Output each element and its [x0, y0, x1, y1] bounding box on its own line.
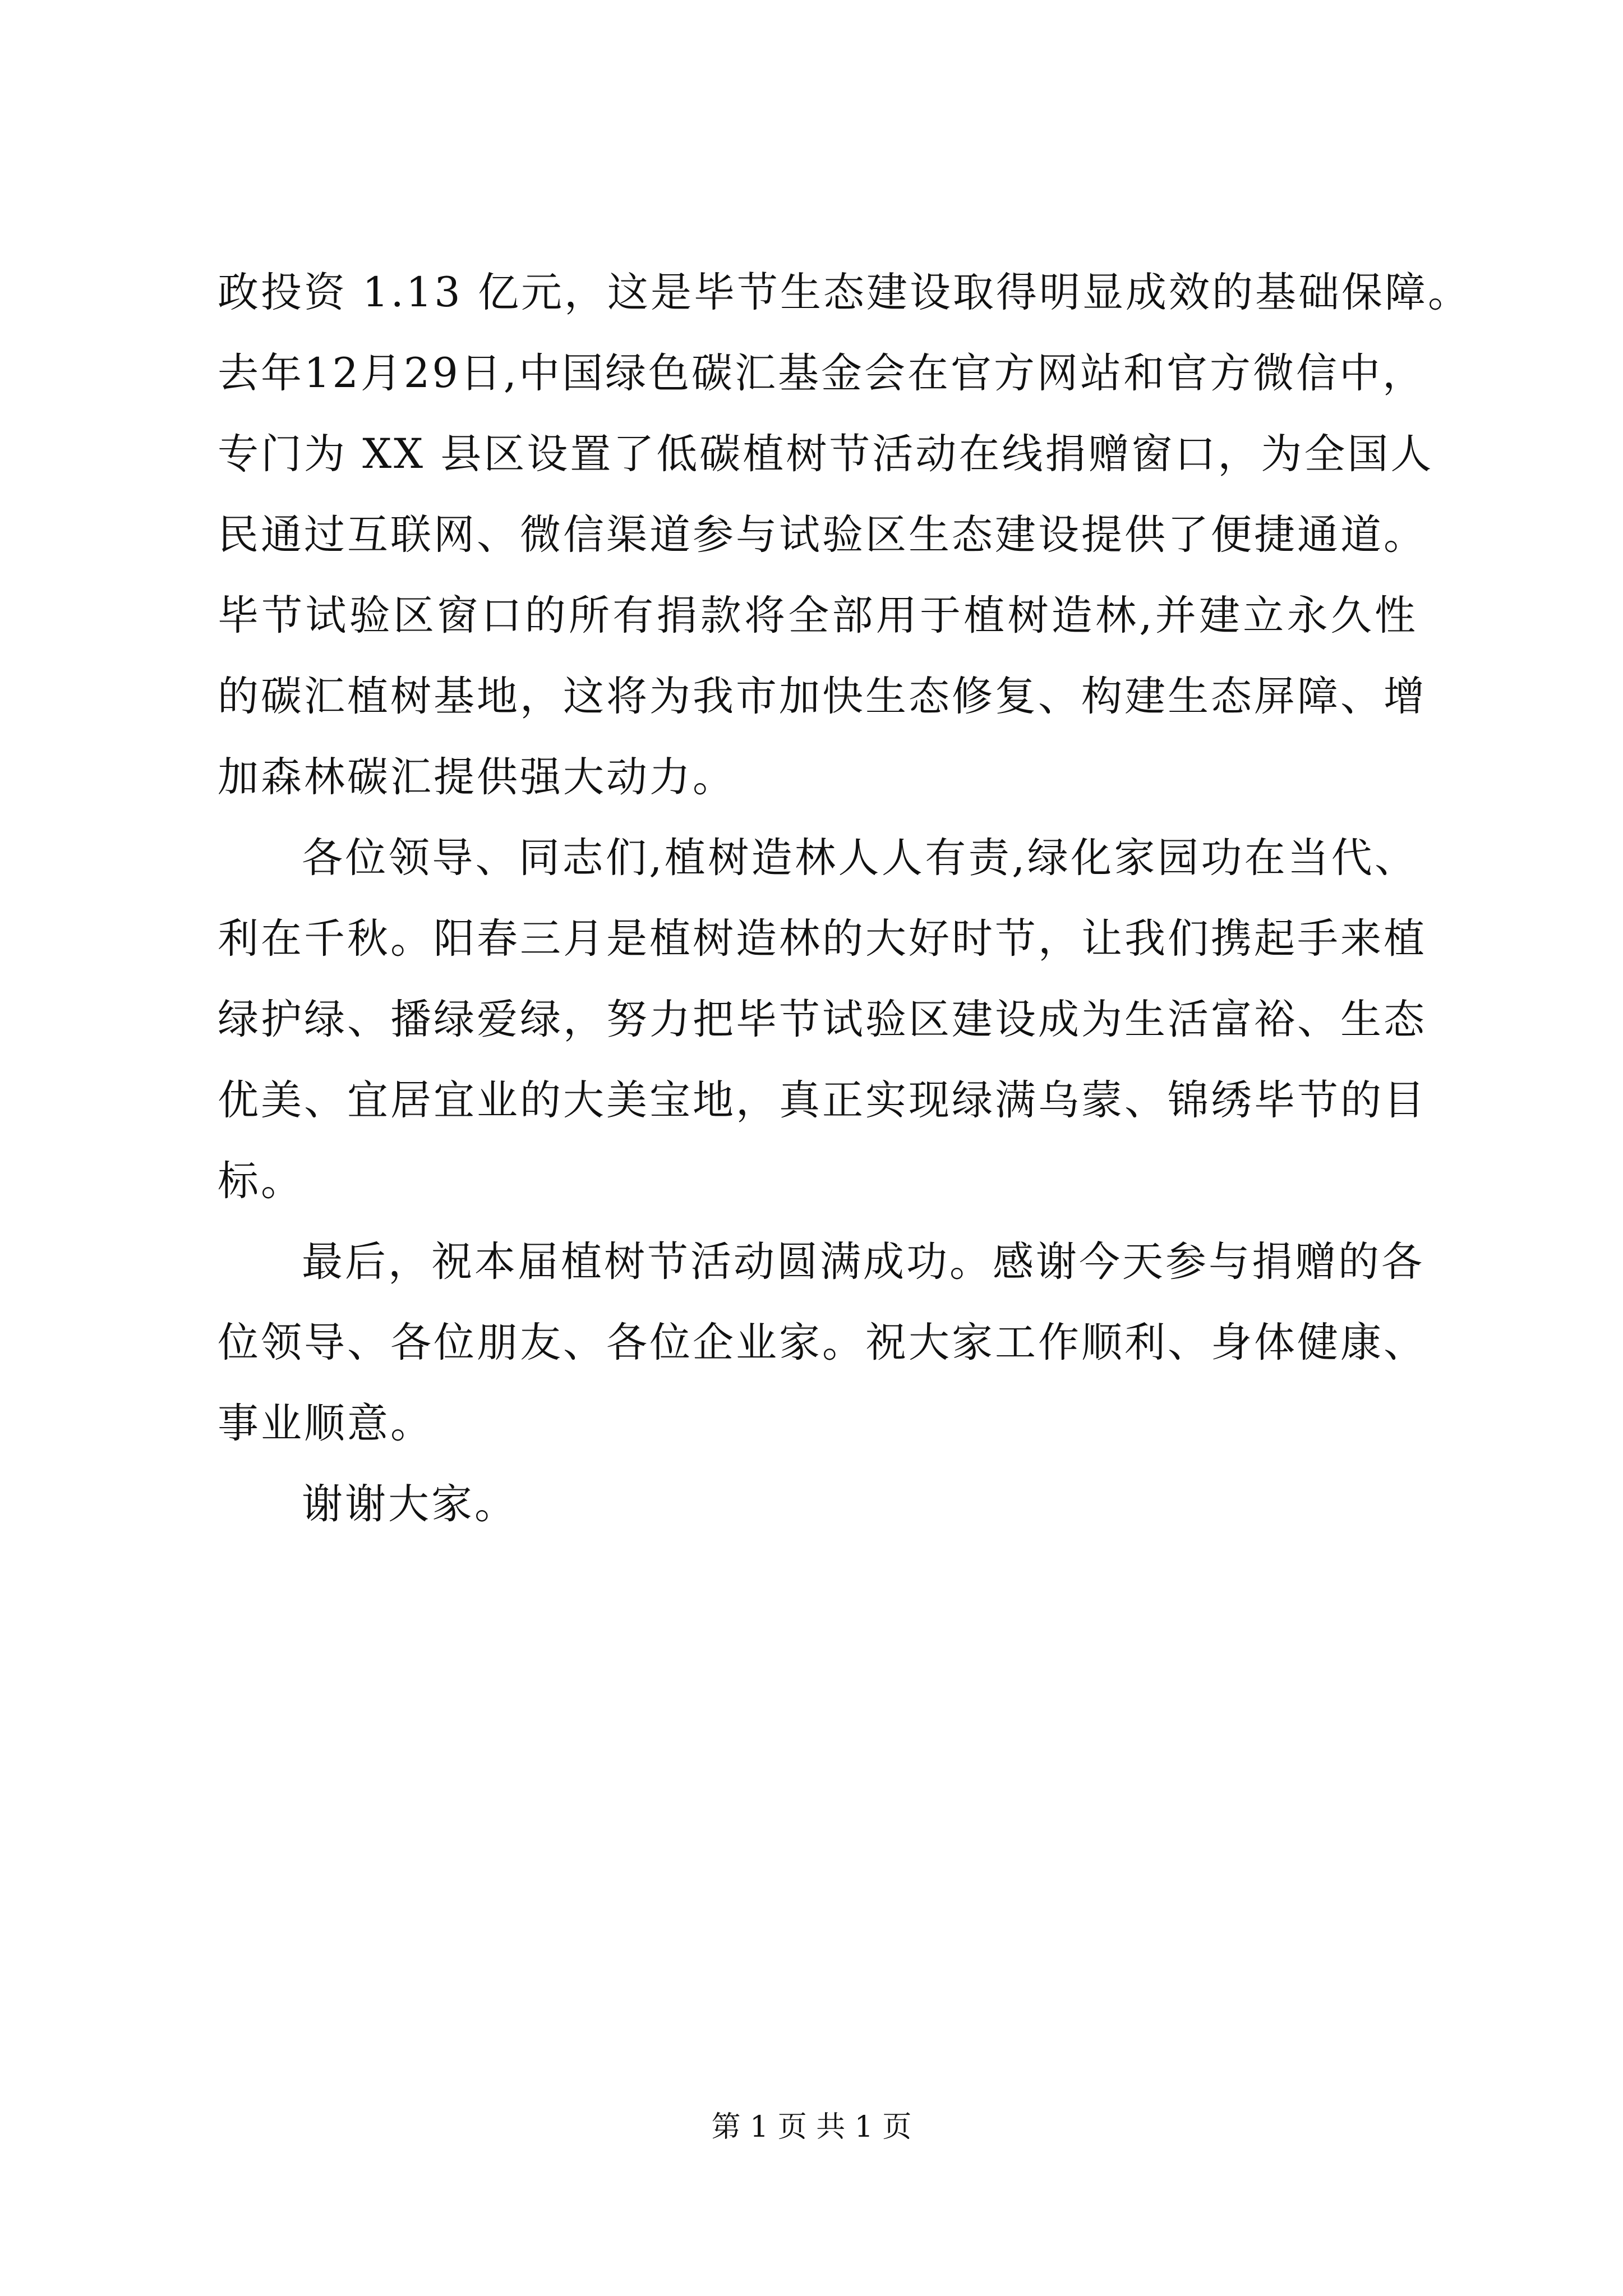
text-line: 位领导、各位朋友、各位企业家。祝大家工作顺利、身体健康、: [218, 1319, 1427, 1366]
page-number-footer: 第 1 页 共 1 页: [711, 2110, 912, 2144]
text-line: 标。: [218, 1157, 304, 1205]
text-line: 优美、宜居宜业的大美宝地，真正实现绿满乌蒙、锦绣毕节的目: [218, 1076, 1427, 1124]
text-line: 的碳汇植树基地，这将为我市加快生态修复、构建生态屏障、增: [218, 673, 1427, 720]
text-line: 事业顺意。: [218, 1400, 434, 1447]
text-line: 政投资 1.13 亿元，这是毕节生态建设取得明显成效的基础保障。: [218, 269, 1471, 316]
text-line: 最后，祝本届植树节活动圆满成功。感谢今天参与捐赠的各: [302, 1238, 1424, 1286]
text-line: 绿护绿、播绿爱绿，努力把毕节试验区建设成为生活富裕、生态: [218, 996, 1427, 1043]
text-line: 专门为 XX 县区设置了低碳植树节活动在线捐赠窗口，为全国人: [218, 430, 1434, 478]
text-line: 加森林碳汇提供强大动力。: [218, 753, 736, 801]
text-line: 毕节试验区窗口的所有捐款将全部用于植树造林,并建立永久性: [218, 592, 1418, 639]
text-line: 各位领导、同志们,植树造林人人有责,绿化家园功在当代、: [302, 834, 1418, 882]
text-line: 民通过互联网、微信渠道参与试验区生态建设提供了便捷通道。: [218, 511, 1427, 559]
text-line: 去年12月29日,中国绿色碳汇基金会在官方网站和官方微信中，: [218, 349, 1426, 397]
text-line: 谢谢大家。: [302, 1480, 518, 1528]
document-body: [218, 252, 1471, 1545]
text-line: 利在千秋。阳春三月是植树造林的大好时节，让我们携起手来植: [218, 915, 1427, 963]
